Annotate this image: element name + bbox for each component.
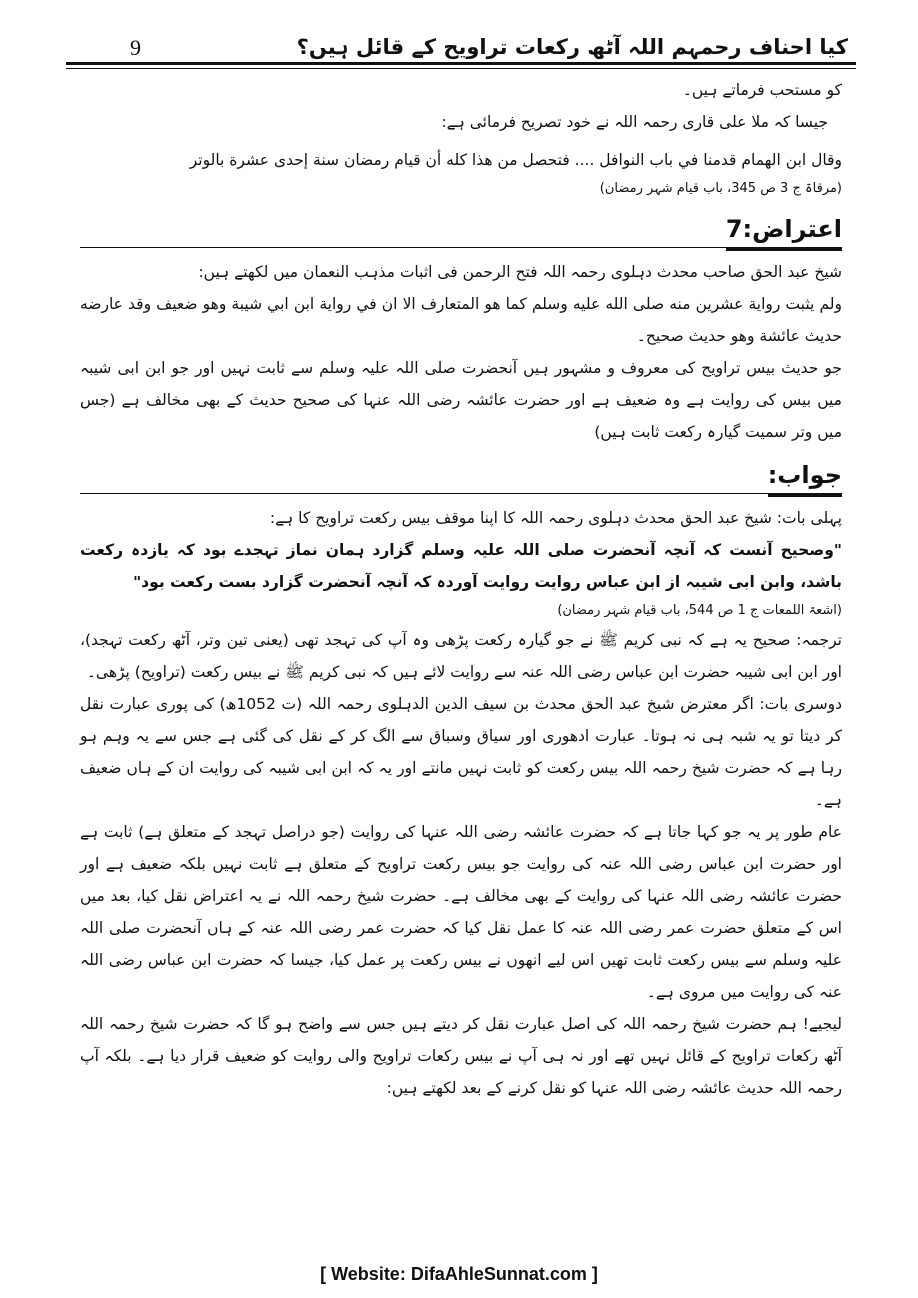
- persian-quote-ashiat: "وصحیح آنست کہ آنچہ آنحضرت صلی اللہ علیہ وسلم گزارد ہمان نماز تہجدے بود کہ یازدہ رکعت باشد، وابن ابی شیبہ از ابن عباس روایت روایت آوردہ کہ آنچہ آنحضرت گزارد بست رکعت بود": [80, 541, 842, 591]
- paragraph-continuation: کو مستحب فرماتے ہیں۔: [682, 81, 842, 99]
- reference-mirqat: (مرقاۃ ج 3 ص 345، باب قیام شہر رمضان): [599, 181, 842, 196]
- paragraph-first-point: پہلی بات: شیخ عبد الحق محدث دہلوی رحمہ اللہ کا اپنا موقف بیس رکعت تراویح کا ہے:: [269, 509, 842, 527]
- paragraph-conclusion: لیجیے! ہم حضرت شیخ رحمہ اللہ کی اصل عبارت نقل کر دیتے ہیں جس سے واضح ہو گا کہ حضرت شیخ رحمہ اللہ آٹھ رکعات تراویح کے قائل نہیں تھے اور نہ ہی آپ نے بیس رکعات تراویح والی روایت کو ضعیف قرار دیا ہے۔ بلکہ آپ رحمہ اللہ حدیث عائشہ رضی اللہ عنہا کو نقل کرنے کے بعد لکھتے ہیں:: [80, 1015, 842, 1097]
- paragraph-objection-intro: شیخ عبد الحق صاحب محدث دہلوی رحمہ اللہ فتح الرحمن فی اثبات مذہب النعمان میں لکھتے ہیں:: [198, 263, 842, 281]
- header-rule-thin: [66, 68, 856, 69]
- heading-underline: [80, 247, 842, 248]
- paragraph-objection-translation: جو حدیث بیس تراویح کی معروف و مشہور ہیں آنحضرت صلی اللہ علیہ وسلم سے ثابت نہیں اور جو ابن ابی شیبہ میں بیس کی روایت ہے وہ ضعیف ہے اور حضرت عائشہ رضی اللہ عنہا کی صحیح حدیث کے بھی مخالف ہے (جس میں وتر سمیت گیارہ رکعت ثابت ہیں): [80, 359, 842, 441]
- arabic-quote-ibn-humam: وقال ابن الهمام قدمنا في باب النوافل .... فتحصل من هذا كله أن قيام رمضان سنة إحدى عشرة بالوتر: [189, 151, 842, 169]
- running-header-title: کیا احناف رحمہم اللہ آٹھ رکعات تراویح کے قائل ہیں؟: [296, 35, 848, 59]
- header-rule-thick: [66, 62, 856, 65]
- paragraph-general-claim: عام طور پر یہ جو کہا جاتا ہے کہ حضرت عائشہ رضی اللہ عنہا کی روایت (جو دراصل تہجد کے متعلق ہے) ثابت ہے اور حضرت ابن عباس رضی اللہ عنہ کی روایت جو بیس رکعت تراویح کے متعلق ہے ثابت نہیں بلکہ ضعیف ہے اور حضرت عائشہ رضی اللہ عنہا کی روایت کے بھی مخالف ہے۔ حضرت شیخ رحمہ اللہ نے یہ اعتراض نقل کیا، بعد میں اس کے متعلق حضرت عمر رضی اللہ عنہ کا عمل نقل کیا کہ حضرت عمر رضی اللہ عنہ کے ہاں آنحضرت صلی اللہ علیہ وسلم سے بیس رکعت ثابت تھیں اس لیے انھوں نے بیس رکعت پر عمل کیا، جیسا کہ حضرت ابن عباس رضی اللہ عنہ کی روایت میں مروی ہے۔: [80, 823, 842, 1001]
- paragraph-translation: ترجمہ: صحیح یہ ہے کہ نبی کریم ﷺ نے جو گیارہ رکعت پڑھی وہ آپ کی تہجد تھی (یعنی تین وتر، آٹھ رکعت تہجد)، اور ابن ابی شیبہ حضرت ابن عباس رضی اللہ عنہ سے روایت لائے ہیں کہ نبی کریم ﷺ نے بیس رکعت (تراویح) پڑھی۔: [80, 631, 842, 681]
- paragraph-second-point: دوسری بات: اگر معترض شیخ عبد الحق محدث بن سیف الدین الدہلوی رحمہ اللہ (ت 1052ھ) کی پوری عبارت نقل کر دیتا تو یہ شبہ ہی نہ ہوتا۔ عبارت ادھوری اور سیاق وسباق سے الگ کر کے نقل کی گئی ہے جس سے یہ وہم ہو رہا ہے کہ حضرت شیخ رحمہ اللہ بیس رکعت کو ثابت نہیں مانتے اور یہ کہ ابن ابی شیبہ کی روایت ان کے ہاں ضعیف ہے۔: [80, 695, 842, 809]
- answer-heading: جواب:: [768, 456, 842, 497]
- objection-heading-block: [80, 210, 842, 252]
- reference-ashiat-ul-lamaat: (اشعۃ اللمعات ج 1 ص 544، باب قیام شہر رمضان): [557, 603, 842, 618]
- page-number: 9: [130, 35, 141, 60]
- website-footer: [ Website: DifaAhleSunnat.com ]: [320, 1264, 598, 1284]
- page-body: [80, 74, 842, 1238]
- arabic-quote-fath-ur-rahman: ولم يثبت رواية عشرين منه صلى الله عليه وسلم كما هو المتعارف الا ان في رواية ابن ابي شيبة وهو ضعيف وقد عارضه حديث عائشة وهو حديث صحيح۔: [80, 295, 842, 345]
- paragraph-intro-quote: جیسا کہ ملا علی قاری رحمہ اللہ نے خود تصریح فرمائی ہے:: [441, 113, 828, 131]
- objection-heading: اعتراض:7: [726, 210, 842, 251]
- heading-underline: [80, 493, 842, 494]
- answer-heading-block: [80, 456, 842, 498]
